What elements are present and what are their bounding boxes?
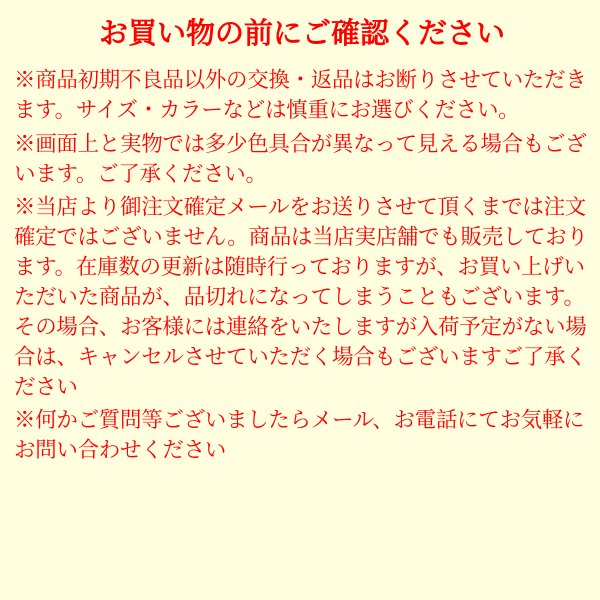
notice-paragraph-color-difference: ※画面上と実物では多少色具合が異なって見える場合もございます。ご了承ください。 (14, 131, 587, 186)
notice-paragraph-returns: ※商品初期不良品以外の交換・返品はお断りさせていただきます。サイズ・カラーなどは慎重にお選びください。 (14, 68, 587, 123)
page-title: お買い物の前にご確認ください (98, 18, 505, 50)
notice-paragraph-order-confirmation: ※当店より御注文確定メールをお送りさせて頂くまでは注文確定ではございません。商品は当店実店舗でも販売しております。在庫数の更新は随時行っておりますが、お買い上げいただいた商品が、品切れになってしまうこともございます。 その場合、お客様には連絡をいたしますが入荷予定がない場合は、キャンセルさせていただく場合もございますご了承ください (14, 194, 588, 400)
notice-paragraph-contact: ※何かご質問等ございましたらメール、お電話にてお気軽にお問い合わせください (14, 408, 585, 463)
